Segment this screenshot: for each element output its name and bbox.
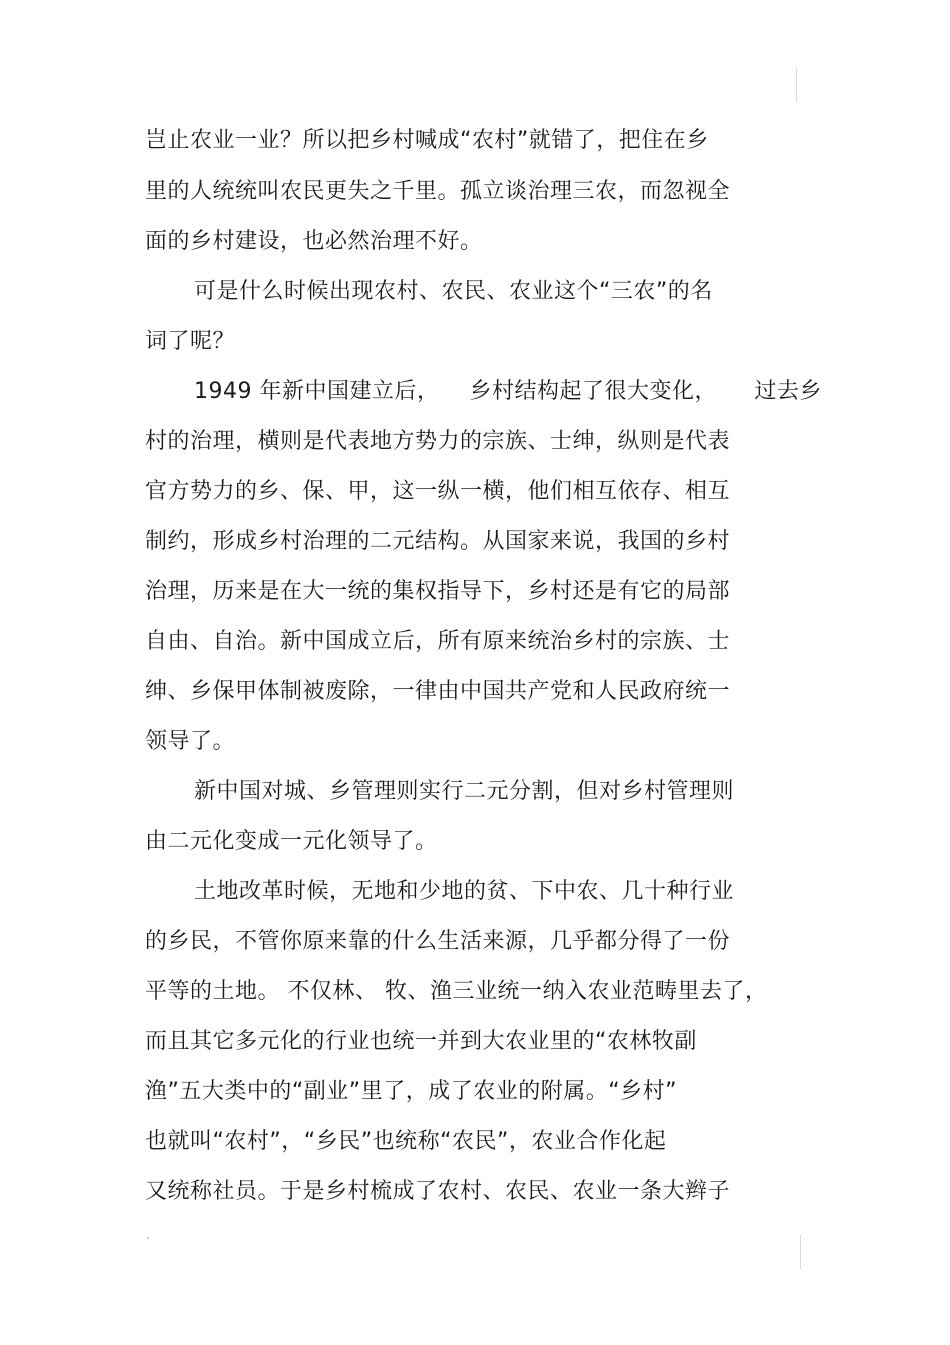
text-line: 可是什么时候出现农村、农民、农业这个“三农”的名 <box>194 279 713 304</box>
text-line: 里的人统统叫农民更失之千里。孤立谈治理三农，而忽视全 <box>145 179 731 204</box>
text-line: 词了呢？ <box>145 329 236 354</box>
text-line: 由二元化变成一元化领导了。 <box>145 829 438 854</box>
text-line: 新中国对城、乡管理则实行二元分割，但对乡村管理则 <box>194 779 735 804</box>
text-line: 村的治理，横则是代表地方势力的宗族、士绅，纵则是代表 <box>145 429 731 454</box>
text-line: 土地改革时候，无地和少地的贫、下中农、几十种行业 <box>194 879 735 904</box>
text-line: 而且其它多元化的行业也统一并到大农业里的“农林牧副 <box>145 1029 697 1054</box>
text-line: 渔”五大类中的“副业”里了，成了农业的附属。“乡村” <box>145 1079 677 1104</box>
page-corner-mark-top <box>796 68 797 102</box>
page-speck <box>147 1237 149 1239</box>
text-line: 的乡民，不管你原来靠的什么生活来源，几乎都分得了一份 <box>145 929 731 954</box>
text-line: 1949 年新中国建立后， 乡村结构起了很大变化， 过去乡 <box>194 379 822 404</box>
text-line: 岂止农业一业？所以把乡村喊成“农村”就错了，把住在乡 <box>145 128 709 153</box>
page-corner-mark-bottom <box>800 1235 801 1269</box>
text-line: 也就叫“农村”，“乡民”也统称“农民”，农业合作化起 <box>145 1129 667 1154</box>
text-line: 面的乡村建设，也必然治理不好。 <box>145 229 483 254</box>
text-line: 绅、乡保甲体制被废除，一律由中国共产党和人民政府统一 <box>145 679 731 704</box>
text-line: 自由、自治。新中国成立后，所有原来统治乡村的宗族、士 <box>145 629 731 654</box>
text-line: 又统称社员。于是乡村梳成了农村、农民、农业一条大辫子 <box>145 1179 731 1204</box>
text-line: 官方势力的乡、保、甲，这一纵一横，他们相互依存、相互 <box>145 479 731 504</box>
text-line: 治理，历来是在大一统的集权指导下，乡村还是有它的局部 <box>145 579 731 604</box>
text-line: 领导了。 <box>145 729 236 754</box>
text-line: 平等的土地。 不仅林、 牧、渔三业统一纳入农业范畴里去了， <box>145 979 768 1004</box>
text-line: 制约，形成乡村治理的二元结构。从国家来说，我国的乡村 <box>145 529 731 554</box>
